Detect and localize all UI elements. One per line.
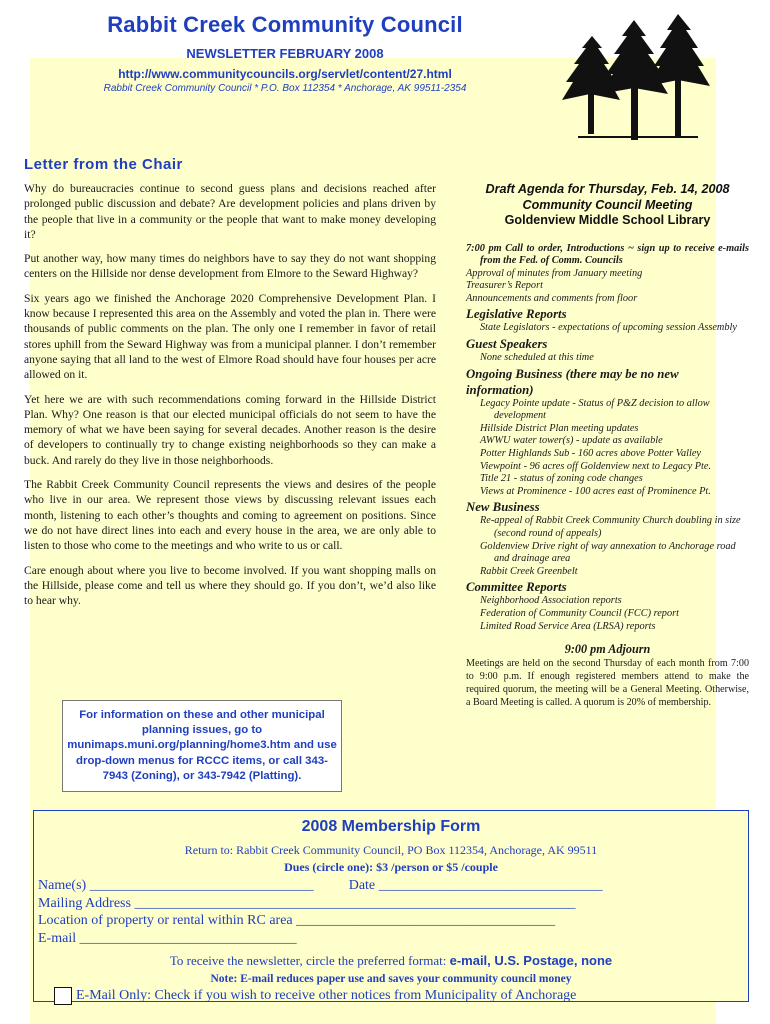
form-title: 2008 Membership Form (301, 818, 481, 835)
form-fields (38, 877, 748, 947)
agenda-section-heading: Guest Speakers (466, 337, 548, 352)
agenda-adjourn: 9:00 pm Adjourn (564, 642, 651, 657)
membership-form (33, 810, 749, 1002)
letter-paragraph: Yet here we are with such recommendations coming forward in the Hillside District Plan. Why? One reason is that our elected municipal officials do not seem to have the memory of what we have been saying for several decades. Another reason is the desire of developers to continually try to change existing neighborhoods so they can make a buck. And rarely do they live in those neighborhoods. (24, 392, 436, 467)
masthead (0, 12, 570, 94)
letter-paragraph: Care enough about where you live to become involved. If you want shopping malls on the Hillside, please come and tell us where they should go. If you don’t, we’d also like to hear why. (24, 563, 436, 608)
newsletter-issue: NEWSLETTER FEBRUARY 2008 (186, 46, 384, 61)
agenda-item: Rabbit Creek Greenbelt (480, 565, 578, 577)
agenda-title (466, 182, 749, 229)
agenda-item: Hillside District Plan meeting updates (480, 422, 639, 434)
letter-from-chair (24, 156, 436, 617)
website-link[interactable]: http://www.communitycouncils.org/servlet/content/27.html (118, 67, 452, 81)
email-only-row (54, 987, 748, 1005)
agenda-item: Legacy Pointe update - Status of P&Z decision to allow development (480, 397, 710, 422)
property-location-field[interactable]: Location of property or rental within RC area _____________________________________ (38, 913, 556, 928)
email-only-checkbox[interactable] (54, 987, 72, 1005)
letter-paragraph: Why do bureaucracies continue to second guess plans and decisions reached after prolonged public discussion and debate? Are development policies and plans driven by the people that live in a community or the people that want to make money developing it? (24, 182, 436, 241)
agenda-item: None scheduled at this time (480, 352, 594, 364)
agenda-item: Title 21 - status of zoning code changes (480, 473, 643, 485)
agenda-item: AWWU water tower(s) - update as available (480, 435, 663, 447)
mailing-address-field[interactable]: Mailing Address _______________________________________________________________ (38, 895, 576, 911)
meeting-schedule-note: Meetings are held on the second Thursday of each month from 7:00 to 9:00 p.m. If enough registered members attend to make the required quorum, the meeting will be a General Meeting. Otherwise, a Board Meeting is called. A quorum is 20% of membership. (466, 658, 749, 708)
draft-agenda (466, 182, 749, 709)
agenda-section-heading: New Business (466, 500, 540, 515)
form-row-name-date (38, 877, 748, 895)
agenda-item: Federation of Community Council (FCC) report (480, 607, 679, 619)
newsletter-format-options[interactable]: e-mail, U.S. Postage, none (449, 953, 613, 968)
email-field[interactable]: E-mail _______________________________ (38, 930, 297, 946)
agenda-item: Approval of minutes from January meeting (466, 267, 643, 279)
agenda-item: Potter Highlands Sub - 160 acres above Potter Valley (480, 448, 701, 460)
pine-trees-icon (560, 8, 710, 148)
form-email-note: Note: E-mail reduces paper use and saves your community council money (210, 973, 572, 985)
agenda-item: Limited Road Service Area (LRSA) reports (480, 620, 656, 632)
mailing-address: Rabbit Creek Community Council * P.O. Box 112354 * Anchorage, AK 99511-2354 (103, 83, 467, 94)
agenda-item: Neighborhood Association reports (480, 595, 622, 607)
letter-paragraph: The Rabbit Creek Community Council represents the views and desires of the people who live in our area. We represent those views by discussing relevant issues each month, listening to each other’s thoughts and coming to agreement on positions. Since we do not have direct lines into each and every house in the area, we are only able to listen to those who come to the meetings and who write to us or call. (24, 478, 436, 553)
agenda-meeting-name: Community Council Meeting (522, 197, 693, 212)
planning-info-box (62, 700, 342, 792)
date-field[interactable]: Date ________________________________ (348, 878, 603, 893)
agenda-item: Goldenview Drive right of way annexation to Anchorage road and drainage area (480, 540, 736, 565)
agenda-item: Treasurer’s Report (466, 280, 543, 292)
agenda-item: Announcements and comments from floor (466, 292, 638, 304)
agenda-item: Viewpoint - 96 acres off Goldenview next to Legacy Pte. (480, 460, 712, 472)
newsletter-format-prompt: To receive the newsletter, circle the preferred format: (169, 953, 447, 968)
email-only-label: E-Mail Only: Check if you wish to receive other notices from Municipality of Anchorage (76, 988, 577, 1003)
agenda-body (466, 243, 749, 710)
form-dues: Dues (circle one): $3 /person or $5 /couple (284, 860, 498, 874)
name-field[interactable]: Name(s) ________________________________ (38, 878, 314, 893)
newsletter-format-choice (34, 953, 748, 969)
planning-info-text: For information on these and other municipal planning issues, go to munimaps.muni.org/planning/home3.htm and use drop-down menus for RCCC items, or call 343-7943 (Zoning), or 343-7942 (Platting). (67, 708, 337, 782)
letter-paragraph: Six years ago we finished the Anchorage 2020 Comprehensive Development Plan. I know because I represented this area on the Assembly and voted the plan in. There were thousands of public comments on the plan. The only one I remember in favor of retail stores uphill from the Seward Highway was from a municipal planner. I don’t remember anyone saying that all land to the west of Elmore Road should have four houses per acre allowed on it. (24, 291, 436, 382)
agenda-item: Re-appeal of Rabbit Creek Community Church doubling in size (second round of appeals) (480, 515, 741, 539)
agenda-location: Goldenview Middle School Library (504, 213, 711, 227)
agenda-section-heading: Ongoing Business (there may be no new information) (466, 366, 679, 397)
letter-heading: Letter from the Chair (24, 156, 183, 173)
agenda-item: Views at Prominence - 100 acres east of Prominence Pt. (480, 485, 711, 497)
agenda-section-heading: Legislative Reports (466, 307, 567, 322)
agenda-section-heading: Committee Reports (466, 580, 567, 595)
agenda-item: State Legislators - expectations of upcoming session Assembly (480, 322, 737, 334)
agenda-date: Draft Agenda for Thursday, Feb. 14, 2008 (485, 182, 730, 196)
form-return-address: Return to: Rabbit Creek Community Council, PO Box 112354, Anchorage, AK 99511 (184, 843, 598, 857)
newsletter-title: Rabbit Creek Community Council (107, 12, 463, 37)
agenda-call-to-order: 7:00 pm Call to order, Introductions ~ sign up to receive e-mails from the Fed. of Comm. Councils (466, 242, 749, 267)
letter-paragraph: Put another way, how many times do neighbors have to say they do not want shopping centers on the Hillside nor dense development from Elmore to the Seward Highway? (24, 252, 436, 281)
